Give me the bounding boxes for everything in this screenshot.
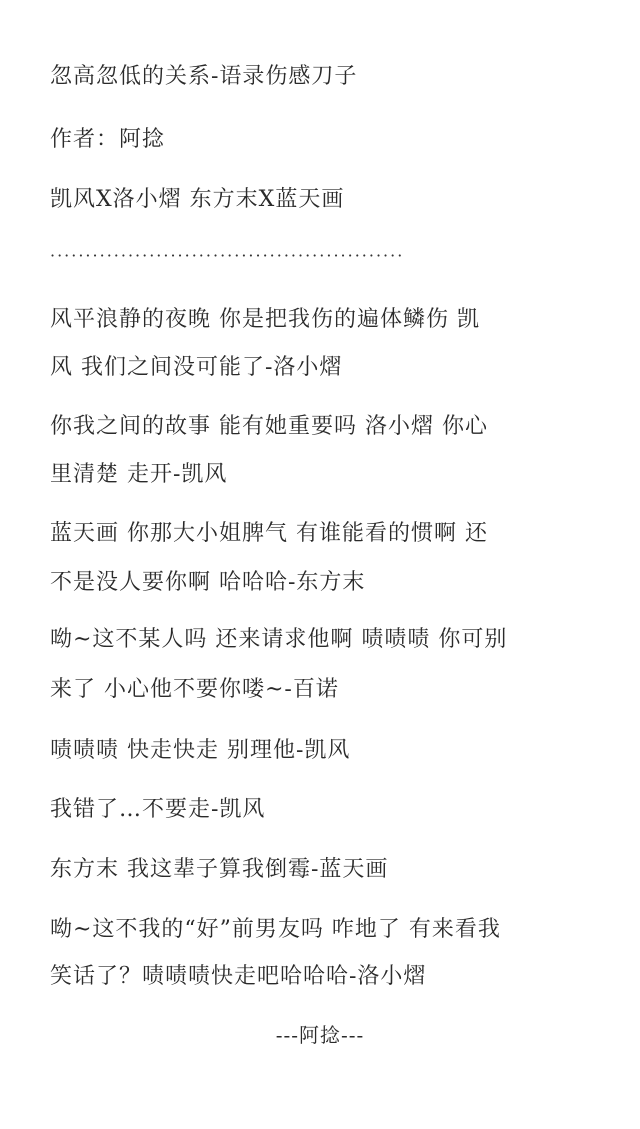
quote-line-12: 呦~这不我的“好”前男友吗 咋地了 有来看我	[50, 917, 501, 942]
quote-line-8: 来了 小心他不要你喽~-百诺	[50, 677, 339, 702]
dotted-divider: ··················································	[50, 246, 405, 265]
quote-line-11: 东方末 我这辈子算我倒霉-蓝天画	[50, 857, 389, 882]
quote-line-3: 你我之间的故事 能有她重要吗 洛小熠 你心	[50, 414, 488, 439]
quote-line-10: 我错了…不要走-凯风	[50, 797, 266, 822]
quote-line-1: 风平浪静的夜晚 你是把我伤的遍体鳞伤 凯	[50, 307, 480, 332]
quote-line-4: 里清楚 走开-凯风	[50, 462, 228, 487]
article-title: 忽高忽低的关系-语录伤感刀子	[50, 64, 358, 89]
characters-line: 凯风X洛小熠 东方末X蓝天画	[50, 187, 345, 212]
quote-line-6: 不是没人要你啊 哈哈哈-东方末	[50, 570, 366, 595]
author-line: 作者：阿捻	[50, 127, 166, 152]
quote-line-5: 蓝天画 你那大小姐脾气 有谁能看的惯啊 还	[50, 521, 488, 546]
quote-line-7: 呦~这不某人吗 还来请求他啊 啧啧啧 你可别	[50, 627, 508, 652]
quote-line-2: 风 我们之间没可能了-洛小熠	[50, 355, 343, 380]
quote-line-9: 啧啧啧 快走快走 别理他-凯风	[50, 738, 351, 763]
quote-line-13: 笑话了？啧啧啧快走吧哈哈哈-洛小熠	[50, 964, 427, 989]
signature: ---阿捻---	[275, 1023, 365, 1047]
